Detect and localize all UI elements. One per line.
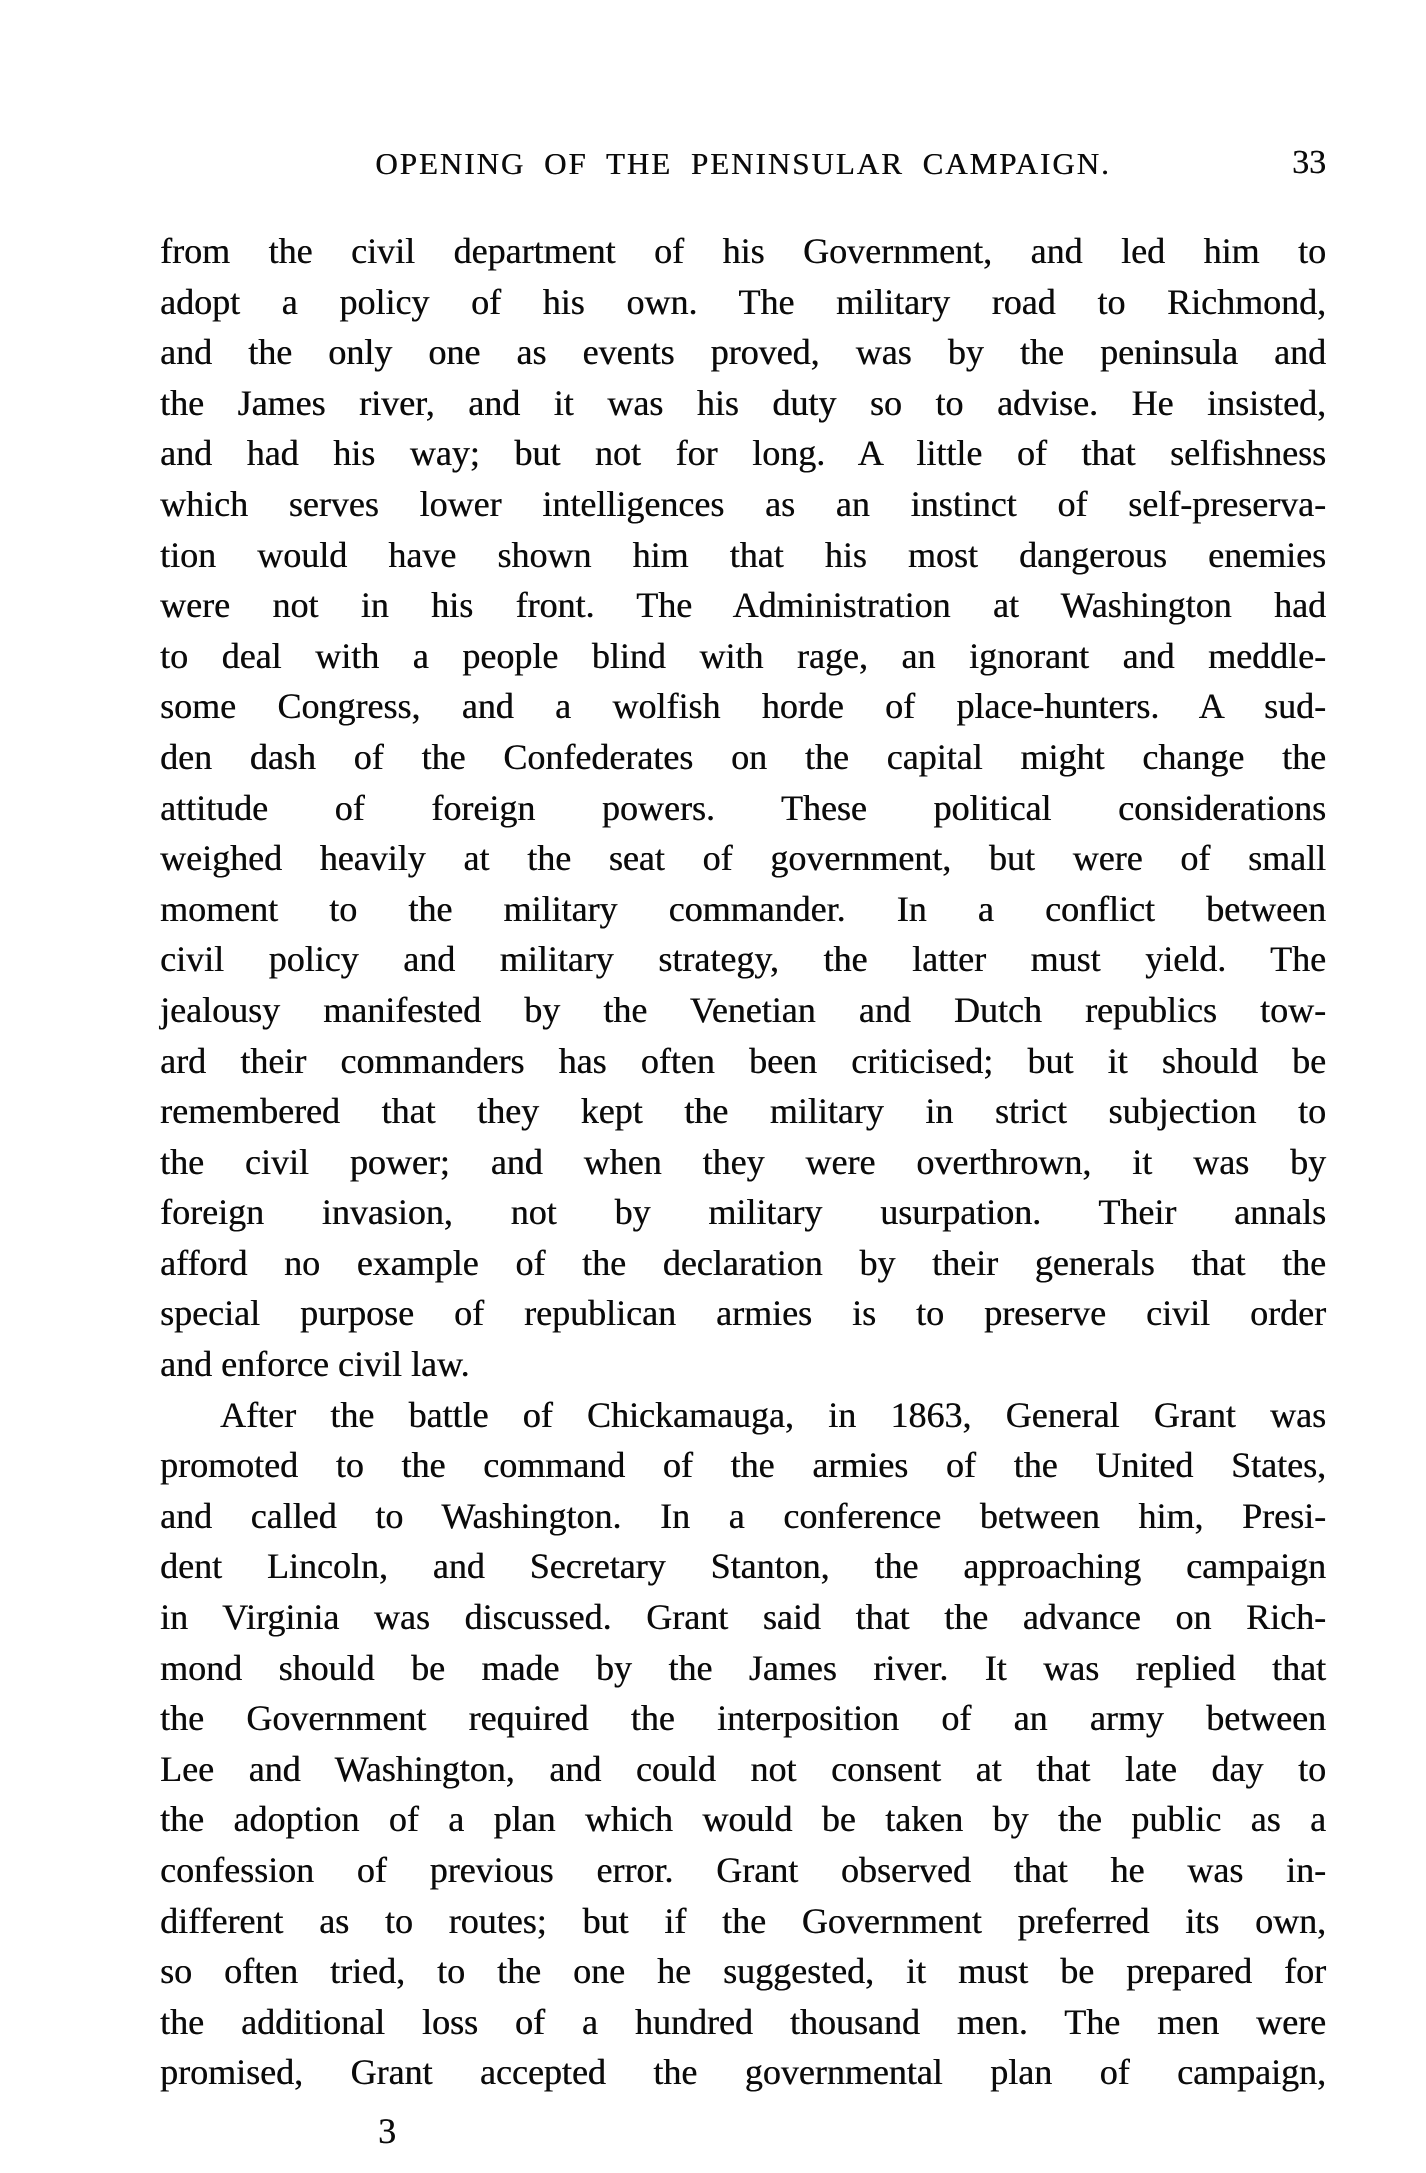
text-line: adopt a policy of his own. The military road to Richmond, — [160, 281, 1326, 322]
text-line: Lee and Washington, and could not consent at that late day to — [160, 1748, 1326, 1789]
signature-mark: 3 — [378, 2111, 396, 2151]
text-line-paragraph-end: and enforce civil law. — [160, 1344, 470, 1385]
text-line: confession of previous error. Grant observed that he was in- — [160, 1850, 1326, 1890]
text-line: some Congress, and a wolfish horde of place-hunters. A sud- — [160, 686, 1326, 727]
text-line: den dash of the Confederates on the capital might change the — [160, 736, 1326, 777]
page-number: 33 — [1292, 144, 1326, 181]
page-title: OPENING OF THE PENINSULAR CAMPAIGN. — [375, 146, 1111, 181]
text-line: to deal with a people blind with rage, an ignorant and meddle- — [160, 635, 1326, 676]
text-line: civil policy and military strategy, the latter must yield. The — [160, 939, 1326, 980]
text-line: moment to the military commander. In a conflict between — [160, 888, 1326, 929]
text-line: in Virginia was discussed. Grant said that the advance on Rich- — [160, 1597, 1326, 1638]
text-line: attitude of foreign powers. These political considerations — [160, 787, 1326, 828]
text-line: the civil power; and when they were overthrown, it was by — [160, 1141, 1326, 1182]
text-line: promoted to the command of the armies of the United States, — [160, 1445, 1326, 1486]
text-line: different as to routes; but if the Government preferred its own, — [160, 1900, 1326, 1941]
text-line: the adoption of a plan which would be taken by the public as a — [160, 1799, 1326, 1840]
text-line: tion would have shown him that his most dangerous enemies — [160, 534, 1326, 575]
text-line: dent Lincoln, and Secretary Stanton, the approaching campaign — [160, 1546, 1326, 1587]
body-text — [160, 226, 1326, 2098]
text-line: promised, Grant accepted the governmental plan of campaign, — [160, 2052, 1326, 2093]
text-line: which serves lower intelligences as an instinct of self-preserva- — [160, 483, 1326, 524]
text-line: ard their commanders has often been criticised; but it should be — [160, 1040, 1326, 1081]
text-line: foreign invasion, not by military usurpation. Their annals — [160, 1192, 1326, 1233]
text-line: the James river, and it was his duty so to advise. He insisted, — [160, 382, 1326, 423]
text-line: were not in his front. The Administration at Washington had — [160, 585, 1326, 626]
text-line: so often tried, to the one he suggested, it must be prepared for — [160, 1951, 1326, 1992]
text-line: and called to Washington. In a conference between him, Presi- — [160, 1495, 1326, 1536]
text-line: afford no example of the declaration by their generals that the — [160, 1242, 1326, 1283]
text-line: jealousy manifested by the Venetian and Dutch republics tow- — [160, 989, 1326, 1030]
text-line: weighed heavily at the seat of government, but were of small — [160, 838, 1326, 879]
running-head — [160, 146, 1326, 188]
text-line: mond should be made by the James river. It was replied that — [160, 1647, 1326, 1688]
text-line: the Government required the interposition of an army between — [160, 1698, 1326, 1739]
text-line: the additional loss of a hundred thousand men. The men were — [160, 2001, 1326, 2042]
text-line: special purpose of republican armies is to preserve civil order — [160, 1293, 1326, 1334]
text-line: from the civil department of his Government, and led him to — [160, 231, 1326, 271]
text-line: remembered that they kept the military in strict subjection to — [160, 1091, 1326, 1132]
text-line: and had his way; but not for long. A little of that selfishness — [160, 433, 1326, 474]
text-line: and the only one as events proved, was by the peninsula and — [160, 332, 1326, 373]
text-line-paragraph-start: After the battle of Chickamauga, in 1863, General Grant was — [220, 1394, 1326, 1435]
